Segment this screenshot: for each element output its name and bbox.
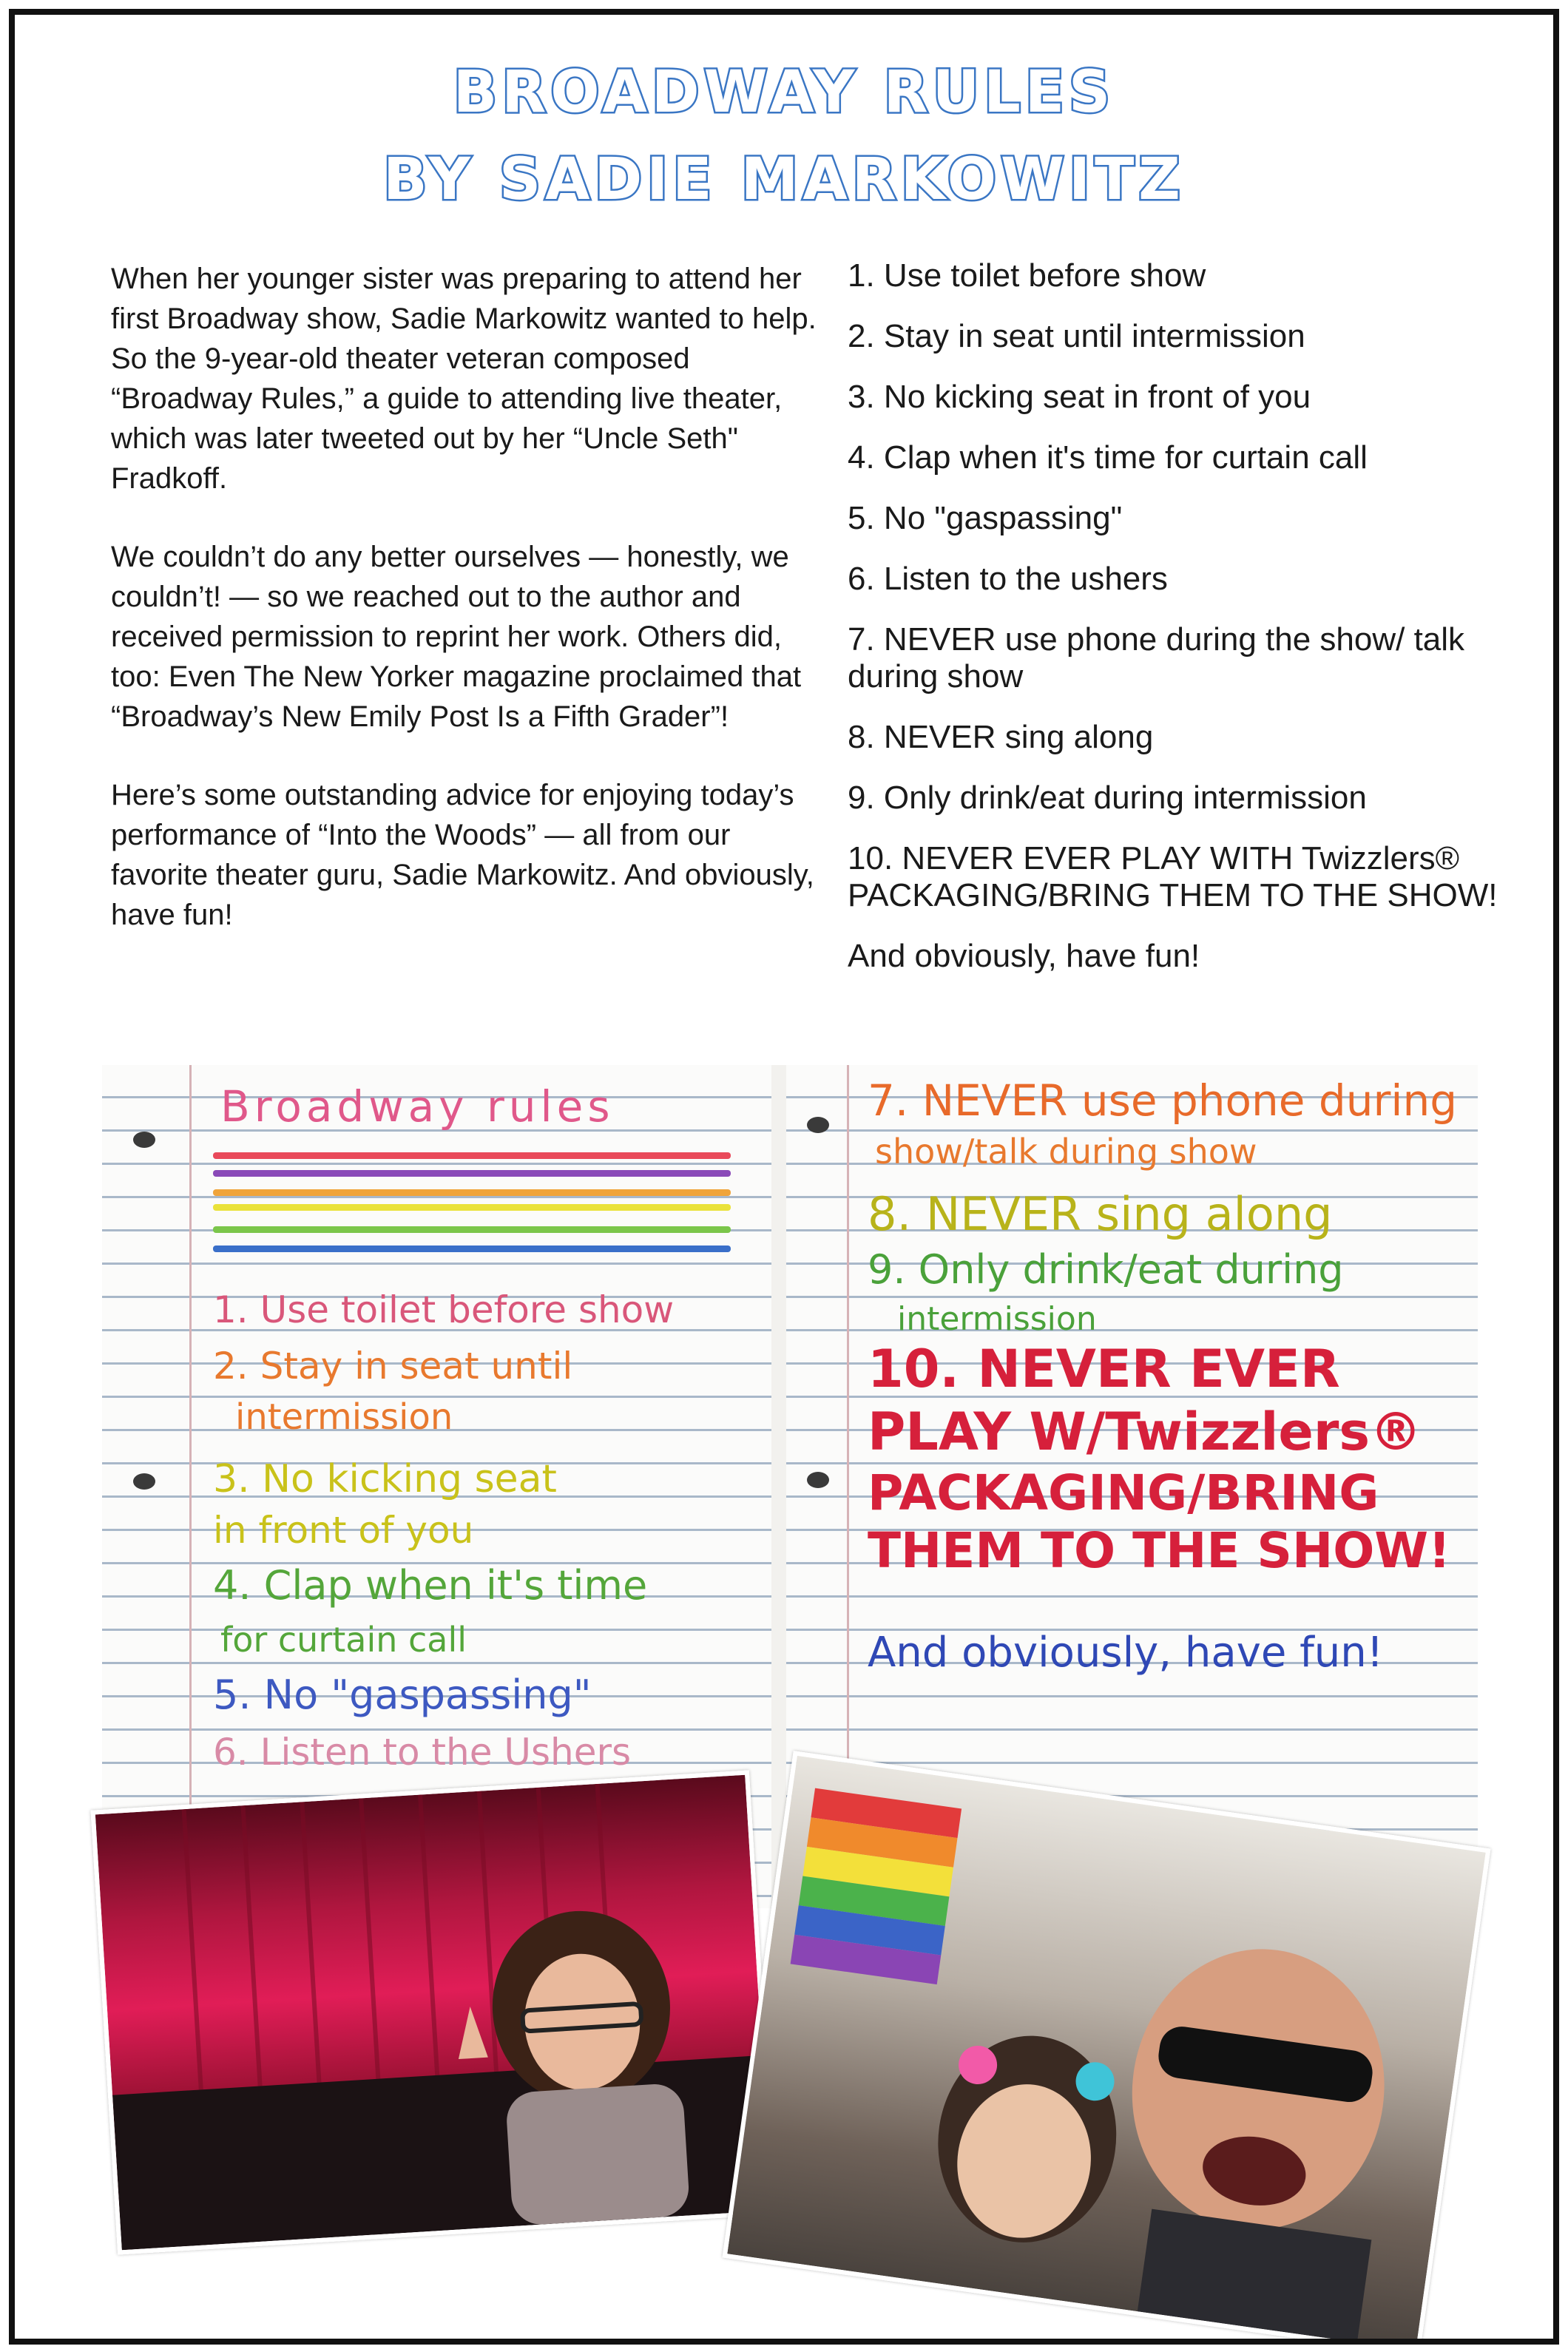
rule-item: 5. No "gaspassing" — [848, 500, 1123, 536]
color-stripe — [213, 1246, 731, 1252]
handwritten-line: And obviously, have fun! — [868, 1629, 1384, 1677]
handwritten-line: 9. Only drink/eat during — [868, 1246, 1344, 1293]
color-stripe — [213, 1152, 731, 1159]
notebook-heading: Broadway rules — [220, 1081, 615, 1132]
theater-photo — [90, 1770, 776, 2254]
binder-hole — [807, 1117, 829, 1133]
handwritten-line: intermission — [897, 1300, 1097, 1338]
intro-paragraph-3: Here’s some outstanding advice for enjoying today’s performance of “Into the Woods” — all from our favorite theater guru, Sadie Markowitz. And obviously, have fun! — [111, 779, 814, 931]
handwritten-line: PLAY W/Twizzlers® — [868, 1402, 1422, 1462]
color-stripe — [213, 1204, 731, 1211]
handwritten-line: 1. Use toilet before show — [213, 1288, 675, 1331]
rule-item: 6. Listen to the ushers — [848, 561, 1168, 597]
intro-text — [111, 259, 821, 973]
handwritten-line: 5. No "gaspassing" — [213, 1672, 592, 1718]
handwritten-line: intermission — [235, 1396, 453, 1438]
intro-paragraph-2: We couldn’t do any better ourselves — honestly, we couldn’t! — so we reached out to the author and received permission to reprint her work. Others did, too: Even The New Yorker magazine proclaimed that “Broadway’s New Emily Post Is a Fifth Grader”! — [111, 541, 802, 733]
theater-photo-illustration — [95, 1775, 771, 2251]
rule-item: 4. Clap when it's time for curtain call — [848, 439, 1368, 476]
handwritten-line: 7. NEVER use phone during — [868, 1075, 1458, 1126]
color-stripe — [213, 1170, 731, 1177]
binder-hole — [133, 1132, 155, 1148]
rule-item: 9. Only drink/eat during intermission — [848, 780, 1367, 816]
handwritten-line: in front of you — [213, 1509, 474, 1552]
binder-hole — [807, 1472, 829, 1488]
rule-item: 3. No kicking seat in front of you — [848, 379, 1311, 415]
parade-photo-illustration — [727, 1756, 1485, 2345]
page-title-line-1: BROADWAY RULES — [453, 59, 1115, 126]
color-stripe — [213, 1189, 731, 1196]
rule-item: 2. Stay in seat until intermission — [848, 318, 1305, 354]
article-page — [9, 9, 1559, 2345]
handwritten-line: show/talk during show — [875, 1132, 1257, 1172]
handwritten-line: 3. No kicking seat — [213, 1457, 557, 1501]
handwritten-line: PACKAGING/BRING — [868, 1464, 1379, 1521]
rule-item: 10. NEVER EVER PLAY WITH Twizzlers® PACKAGING/BRING THEM TO THE SHOW! — [848, 840, 1498, 913]
rules-list — [848, 257, 1528, 998]
handwritten-line: for curtain call — [220, 1620, 467, 1660]
rule-item: 1. Use toilet before show — [848, 257, 1206, 294]
rule-item: 7. NEVER use phone during the show/ talk during show — [848, 621, 1465, 694]
parade-selfie-photo — [722, 1751, 1490, 2345]
handwritten-line: THEM TO THE SHOW! — [868, 1522, 1451, 1579]
rules-closing: And obviously, have fun! — [848, 938, 1200, 974]
margin-line — [189, 1065, 192, 1908]
handwritten-line: 8. NEVER sing along — [868, 1187, 1333, 1241]
handwritten-line: 10. NEVER EVER — [868, 1339, 1340, 1399]
handwritten-line: 2. Stay in seat until — [213, 1345, 573, 1388]
handwritten-line: 4. Clap when it's time — [213, 1562, 648, 1609]
rule-item: 8. NEVER sing along — [848, 719, 1154, 755]
intro-paragraph-1: When her younger sister was preparing to attend her first Broadway show, Sadie Markowitz wanted to help. So the 9-year-old theater veteran composed “Broadway Rules,” a guide to attending live theater, which was later tweeted out by her “Uncle Seth" Fradkoff. — [111, 263, 817, 495]
page-title-line-2: BY SADIE MARKOWITZ — [383, 146, 1185, 213]
binder-hole — [133, 1473, 155, 1490]
color-stripe — [213, 1226, 731, 1233]
handwritten-line: 6. Listen to the Ushers — [213, 1731, 632, 1774]
